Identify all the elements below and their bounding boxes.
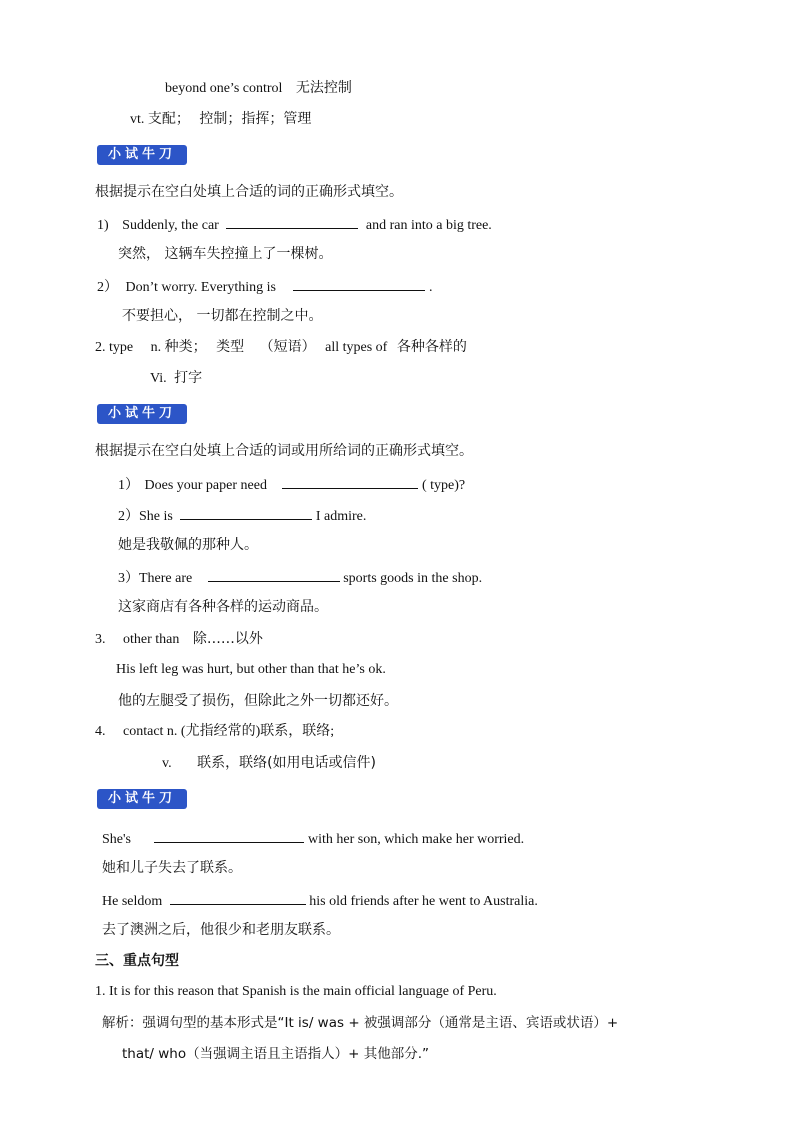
analysis-continued: that/ who（当强调主语且主语指人）+ 其他部分.”: [122, 1046, 429, 1062]
q-text: and ran into a big tree.: [365, 218, 492, 233]
contact-question-2: [102, 890, 538, 911]
q-text: 3）There are: [118, 571, 193, 586]
q-text: Don’t worry. Everything is: [125, 280, 276, 295]
section-heading: 三、重点句型: [95, 953, 179, 969]
word-contact: [95, 723, 334, 741]
translation: 这家商店有各种各样的运动商品。: [118, 599, 328, 615]
meaning: 种类；: [164, 339, 207, 355]
pos-label: v.: [162, 756, 172, 771]
practice-3: [118, 567, 482, 588]
line-beyond-control: [165, 79, 352, 98]
q-text: his old friends after he went to Australia.: [309, 894, 538, 909]
q-number: 2）: [97, 280, 118, 295]
word-other-than: [95, 630, 263, 649]
practice-1: [118, 474, 465, 495]
translation: 去了澳洲之后，他很少和老朋友联系。: [102, 922, 340, 938]
answer-blank[interactable]: [208, 567, 340, 582]
translation: 不要担心， 一切都在控制之中。: [122, 308, 323, 324]
practice-2: [118, 505, 366, 526]
phrase-cn: 无法控制: [295, 80, 352, 96]
key-sentence: 1. It is for this reason that Spanish is the main official language of Peru.: [95, 984, 497, 999]
answer-blank[interactable]: [170, 890, 306, 905]
practice-badge: 小试牛刀: [97, 789, 187, 809]
q-text: Suddenly, the car: [122, 218, 219, 233]
word-contact-v: [162, 754, 376, 773]
q-text: .: [428, 280, 433, 295]
answer-blank[interactable]: [180, 505, 312, 520]
definition: contact n. (尤指经常的)联系，联络;: [123, 724, 335, 739]
word-number: 2. type: [95, 340, 134, 355]
q-text: with her son, which make her worried.: [307, 832, 525, 847]
q-number: 1）: [118, 478, 139, 493]
phrase-en: beyond one’s control: [165, 81, 283, 96]
pos-label: n.: [150, 340, 162, 355]
translation: 突然， 这辆车失控撞上了一棵树。: [118, 246, 333, 262]
analysis: 解析：强调句型的基本形式是“It is/ was + 被强调部分（通常是主语、宾语或状语）+: [102, 1015, 619, 1031]
example-sentence: His left leg was hurt, but other than that he’s ok.: [116, 662, 386, 677]
question-1: [97, 214, 492, 235]
practice-badge: 小试牛刀: [97, 145, 187, 165]
answer-blank[interactable]: [154, 828, 304, 843]
translation: 她和儿子失去了联系。: [102, 860, 242, 876]
q-text: He seldom: [102, 894, 163, 909]
practice-badge: 小试牛刀: [97, 404, 187, 424]
answer-blank[interactable]: [293, 276, 425, 291]
q-text: She's: [102, 832, 131, 847]
meaning: 支配；: [147, 111, 190, 127]
word-number: 3.: [95, 632, 106, 647]
phrase-tag: （短语）: [259, 339, 316, 355]
translation: 她是我敬佩的那种人。: [118, 537, 258, 553]
meaning: 类型: [216, 339, 245, 355]
phrase-en: all types of: [325, 340, 388, 355]
q-number: 1): [97, 218, 109, 233]
word-number: 4.: [95, 724, 106, 739]
q-text: 2）She is: [118, 509, 173, 524]
contact-question-1: [102, 828, 524, 849]
question-2: [97, 276, 432, 297]
answer-blank[interactable]: [226, 214, 358, 229]
word-type: [95, 338, 467, 357]
phrase-cn: 除……以外: [192, 631, 263, 647]
meaning: 打字: [174, 370, 203, 386]
instruction: 根据提示在空白处填上合适的词或用所给词的正确形式填空。: [95, 443, 473, 459]
q-text: ( type)?: [421, 478, 466, 493]
q-text: I admire.: [315, 509, 367, 524]
word-type-vi: [150, 369, 202, 388]
q-text: Does your paper need: [144, 478, 267, 493]
q-text: sports goods in the shop.: [343, 571, 483, 586]
phrase-cn: 各种各样的: [396, 339, 467, 355]
answer-blank[interactable]: [282, 474, 418, 489]
instruction: 根据提示在空白处填上合适的词的正确形式填空。: [95, 184, 403, 200]
pos-label: Vi.: [150, 371, 167, 386]
meaning: 联系，联络(如用电话或信件): [197, 755, 377, 771]
line-vt: [130, 110, 311, 129]
pos-label: vt.: [130, 112, 145, 127]
translation: 他的左腿受了损伤，但除此之外一切都还好。: [118, 693, 398, 709]
meaning: 控制；指挥；管理: [199, 111, 312, 127]
phrase-en: other than: [123, 632, 180, 647]
